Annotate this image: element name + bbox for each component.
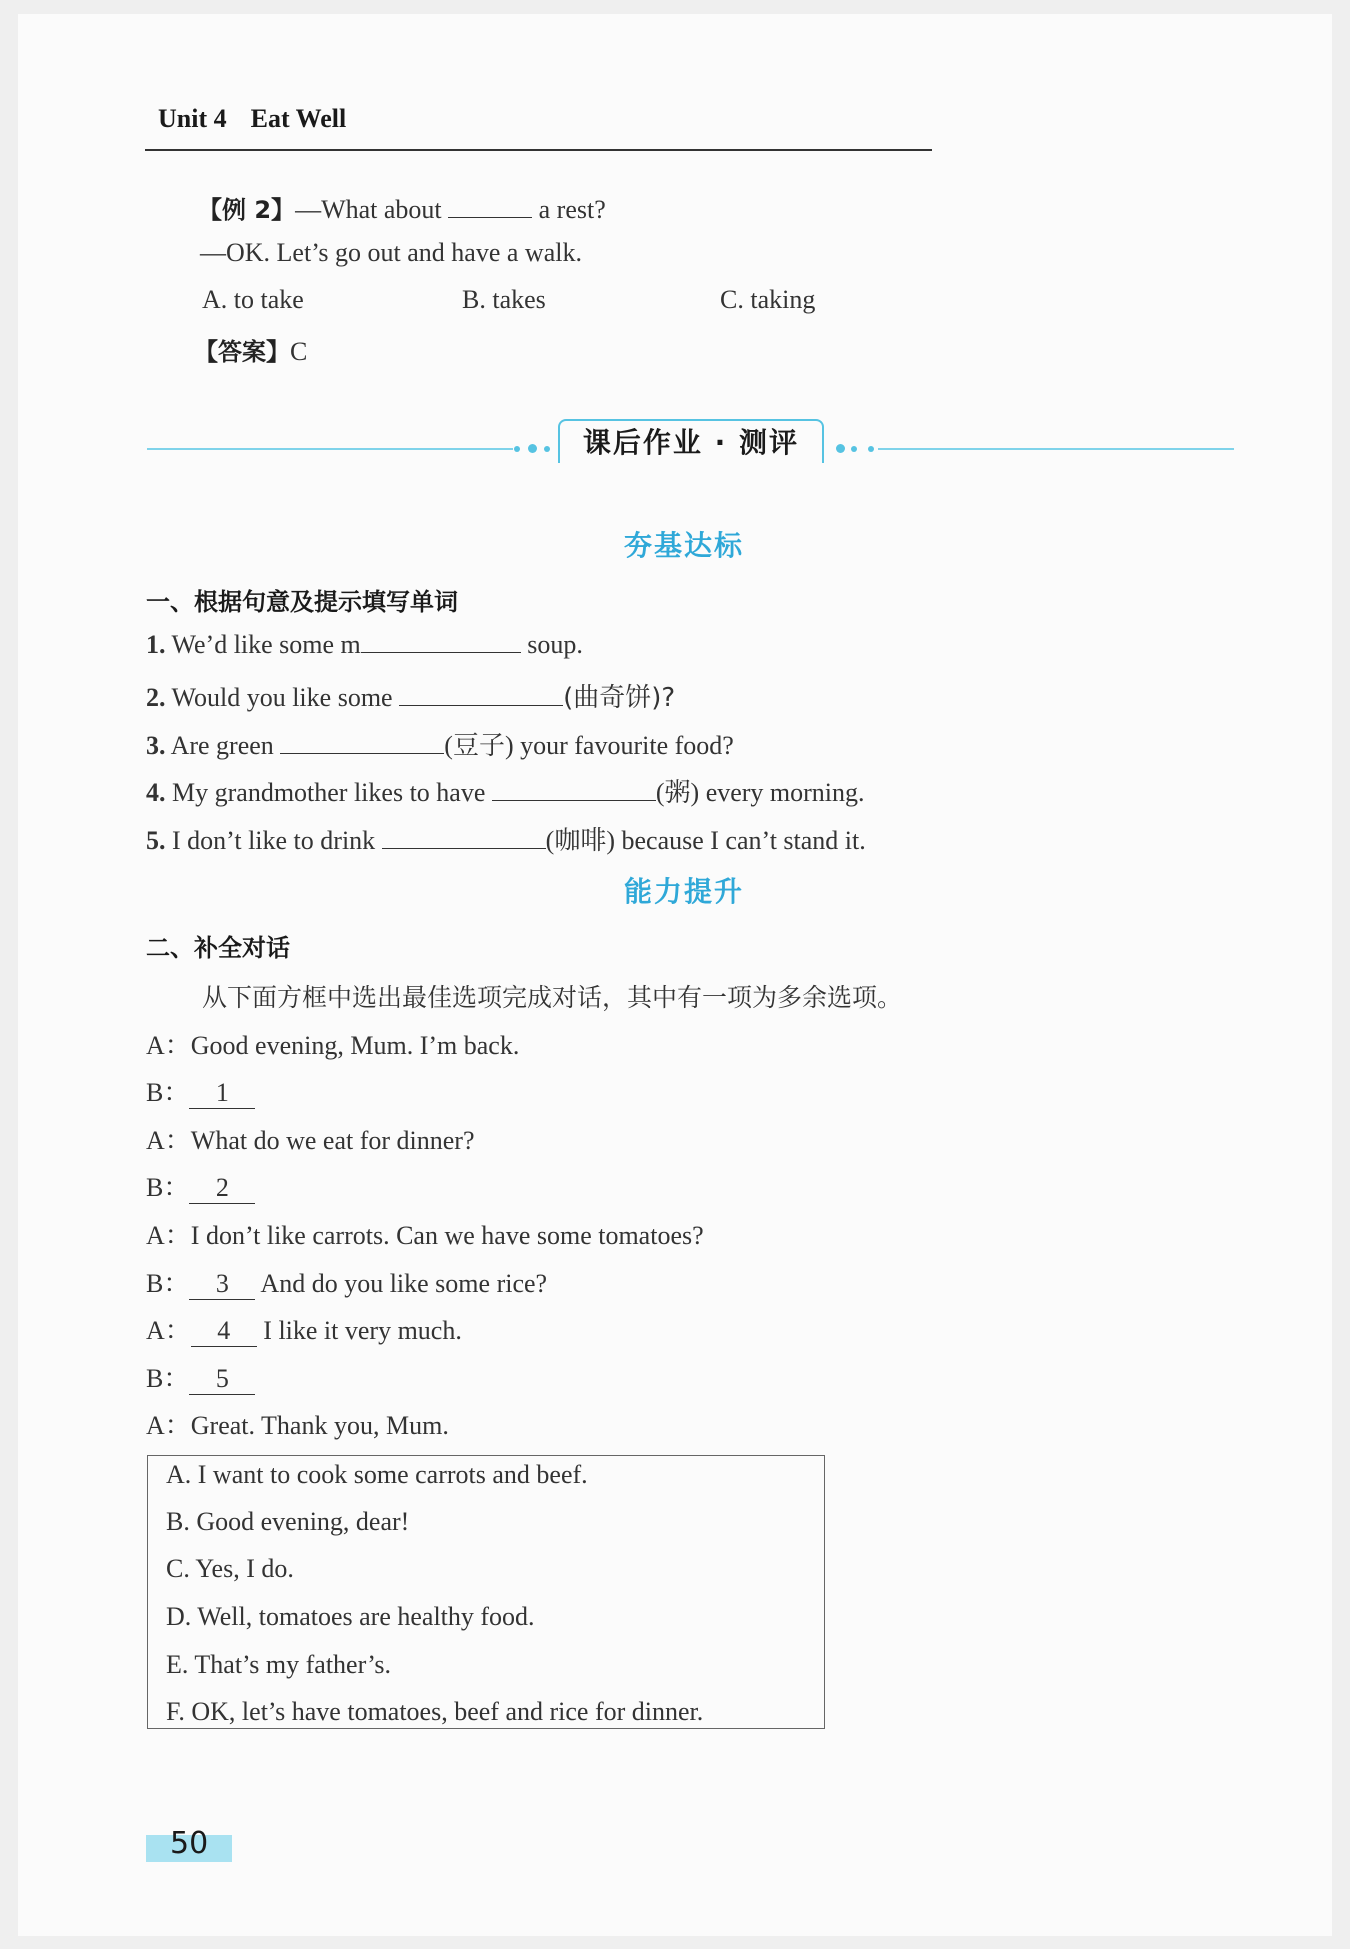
example-option-b: B. takes	[462, 285, 546, 314]
section-dot	[851, 446, 857, 452]
fill-blank	[382, 847, 546, 849]
option-d: D. Well, tomatoes are healthy food.	[166, 1602, 535, 1631]
dialog-line-3: A：What do we eat for dinner?	[146, 1126, 475, 1155]
header-rule	[145, 149, 932, 151]
fill-blank	[399, 704, 563, 706]
unit-label: Unit 4	[158, 104, 227, 133]
dialog-line-7: A： 4 I like it very much.	[146, 1316, 462, 1345]
option-c: C. Yes, I do.	[166, 1554, 294, 1583]
unit-title: Eat Well	[250, 104, 347, 133]
fill-item-2: 2. Would you like some (曲奇饼)?	[146, 683, 676, 713]
running-header	[158, 104, 346, 134]
example-option-a: A. to take	[202, 285, 304, 314]
part2-instruction: 从下面方框中选出最佳选项完成对话，其中有一项为多余选项。	[202, 983, 903, 1012]
part2-heading: 二、补全对话	[146, 934, 290, 962]
dialog-blank: 5	[189, 1364, 255, 1395]
section-dot	[528, 444, 537, 453]
part1-heading: 一、根据句意及提示填写单词	[146, 588, 458, 616]
option-e: E. That’s my father’s.	[166, 1650, 392, 1679]
dialog-blank: 1	[189, 1078, 255, 1109]
dialog-line-9: A：Great. Thank you, Mum.	[146, 1411, 449, 1440]
subsection-heading-basic: 夯基达标	[624, 529, 745, 562]
fill-item-3: 3. Are green (豆子) your favourite food?	[146, 731, 734, 760]
dialog-line-8: B： 5	[146, 1358, 255, 1395]
section-dot	[868, 446, 874, 452]
option-b: B. Good evening, dear!	[166, 1507, 410, 1536]
subsection-heading-advanced: 能力提升	[624, 875, 745, 908]
example-question	[198, 190, 606, 225]
fill-blank	[361, 651, 521, 653]
section-rule-left	[147, 448, 513, 450]
section-title: 课后作业 · 测评	[582, 426, 800, 459]
section-dot	[514, 446, 520, 452]
answer-value: C	[290, 337, 308, 366]
fill-blank	[492, 799, 656, 801]
dialog-line-5: A：I don’t like carrots. Can we have some tomatoes?	[146, 1221, 704, 1250]
section-title-box	[558, 419, 824, 463]
dialog-blank: 2	[189, 1173, 255, 1204]
page-number: 50	[170, 1826, 209, 1861]
dialog-blank: 4	[191, 1316, 257, 1347]
section-dot	[544, 446, 550, 452]
example-q-suffix: a rest?	[538, 195, 606, 224]
options-box	[147, 1455, 825, 1729]
example-answer	[194, 332, 307, 367]
example-blank	[448, 216, 532, 218]
fill-blank	[280, 752, 444, 754]
example-q-prefix: —What about	[295, 195, 442, 224]
example-option-c: C. taking	[720, 285, 816, 314]
option-a: A. I want to cook some carrots and beef.	[166, 1460, 588, 1489]
fill-item-5: 5. I don’t like to drink (咖啡) because I can’t stand it.	[146, 826, 866, 855]
dialog-blank: 3	[189, 1269, 255, 1300]
section-rule-right	[878, 448, 1234, 450]
section-dot	[836, 444, 845, 453]
dialog-line-4: B： 2	[146, 1167, 255, 1204]
fill-item-1: 1. We’d like some m soup.	[146, 630, 583, 659]
answer-tag: 【答案】	[194, 338, 290, 366]
dialog-line-1: A：Good evening, Mum. I’m back.	[146, 1031, 520, 1060]
example-reply: —OK. Let’s go out and have a walk.	[200, 238, 582, 267]
dialog-line-2: B： 1	[146, 1072, 255, 1109]
fill-item-4: 4. My grandmother likes to have (粥) every morning.	[146, 778, 865, 807]
dialog-line-6: B： 3 And do you like some rice?	[146, 1269, 548, 1298]
option-f: F. OK, let’s have tomatoes, beef and rice for dinner.	[166, 1697, 704, 1726]
example-tag: 【例 2】	[198, 196, 296, 224]
